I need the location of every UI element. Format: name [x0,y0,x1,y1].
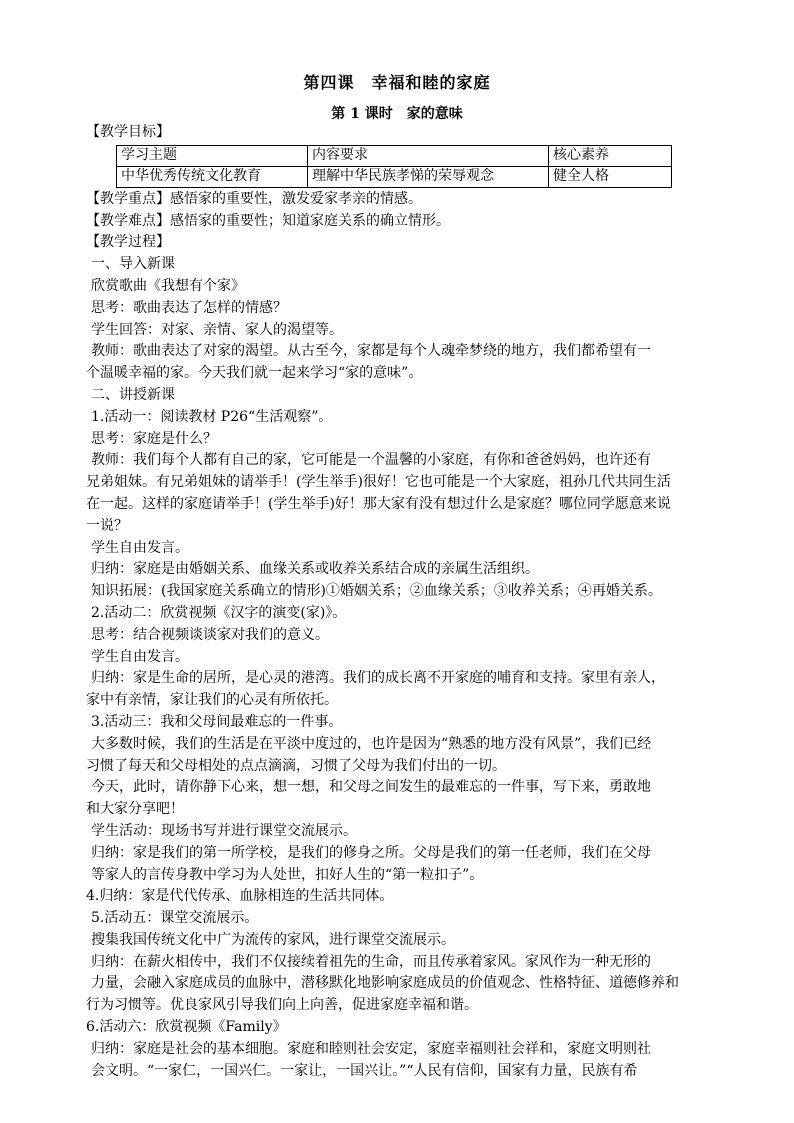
text-line: 等家人的言传身教中学习为人处世，扣好人生的“第一粒扣子”。 [91,866,484,883]
text-line: 思考：家庭是什么？ [91,430,217,447]
goals-table [116,145,672,188]
text-line: 力量，会融入家庭成员的血脉中，潜移默化地影响家庭成员的价值观念、性格特征、道德修养和 [91,975,679,992]
text-line: 一说？ [86,517,128,534]
table-header-cell: 内容要求 [308,145,549,166]
text-line: 学生自由发言。 [91,648,189,665]
text-line: 归纳：在薪火相传中，我们不仅接续着祖先的生命，而且传承着家风。家风作为一种无形的 [91,953,651,970]
text-line: 思考：结合视频谈谈家对我们的意义。 [91,626,329,643]
lesson-subtitle: 第 1 课时 家的意味 [331,106,463,122]
text-line: 兄弟姐妹。有兄弟姐妹的请举手！(学生举手)很好！它也可能是一个大家庭，祖孙几代共同生活 [86,474,671,491]
table-cell: 中华优秀传统文化教育 [117,166,308,187]
table-header-cell: 学习主题 [117,145,308,166]
text-line: 教师：歌曲表达了对家的渴望。从古至今，家都是每个人魂牵梦绕的地方，我们都希望有一 [91,343,651,360]
text-line: 家中有亲情，家让我们的心灵有所依托。 [86,692,338,709]
text-line: 思考：歌曲表达了怎样的情感？ [91,299,287,316]
goals-table-row [117,166,672,187]
text-line: 欣赏歌曲《我想有个家》 [91,277,245,294]
content-lines [86,254,736,1082]
text-line: 1.活动一：阅读教材 P26“生活观察”。 [91,408,333,425]
text-line: 学生活动：现场书写并进行课堂交流展示。 [91,822,357,839]
text-line: 知识拓展：(我国家庭关系确立的情形)①婚姻关系；②血缘关系；③收养关系；④再婚关系。 [91,583,662,600]
key-point: 【教学重点】感悟家的重要性，激发爱家孝亲的情感。 [86,190,422,207]
text-line: 大多数时候，我们的生活是在平淡中度过的，也许是因为“熟悉的地方没有风景”，我们已经 [91,735,652,752]
section-heading-process: 【教学过程】 [86,234,170,251]
text-line: 3.活动三：我和父母间最难忘的一件事。 [91,713,343,730]
text-line: 行为习惯等。优良家风引导我们向上向善，促进家庭幸福和谐。 [86,997,478,1014]
text-line: 个温暖幸福的家。今天我们就一起来学习“家的意味”。 [86,365,423,382]
text-line: 学生回答：对家、亲情、家人的渴望等。 [91,321,343,338]
text-line: 一、导入新课 [91,256,175,273]
table-cell: 健全人格 [549,166,672,187]
text-line: 归纳：家庭是社会的基本细胞。家庭和睦则社会安定，家庭幸福则社会祥和，家庭文明则社 [91,1040,651,1057]
text-line: 归纳：家是生命的居所，是心灵的港湾。我们的成长离不开家庭的哺育和支持。家里有亲人， [91,670,665,687]
section-heading-goals: 【教学目标】 [86,124,170,140]
table-header-cell: 核心素养 [549,145,672,166]
text-line: 5.活动五：课堂交流展示。 [91,910,259,927]
goals-table-header-row [117,145,672,166]
text-line: 今天，此时，请你静下心来，想一想，和父母之间发生的最难忘的一件事，写下来，勇敢地 [91,779,651,796]
text-line: 和大家分享吧！ [86,801,184,818]
text-line: 归纳：家是我们的第一所学校，是我们的修身之所。父母是我们的第一任老师，我们在父母 [91,844,651,861]
text-line: 2.活动二：欣赏视频《汉字的演变(家)》。 [91,604,347,621]
table-cell: 理解中华民族孝悌的荣辱观念 [308,166,549,187]
text-line: 6.活动六：欣赏视频《Family》 [86,1019,287,1036]
lesson-title: 第四课 幸福和睦的家庭 [303,73,491,92]
text-line: 教师：我们每个人都有自己的家，它可能是一个温馨的小家庭，有你和爸爸妈妈，也许还有 [91,452,651,469]
text-line: 搜集我国传统文化中广为流传的家风，进行课堂交流展示。 [91,931,455,948]
text-line: 习惯了每天和父母相处的点点滴滴，习惯了父母为我们付出的一切。 [86,757,506,774]
document-body [86,122,736,1082]
text-line: 二、讲授新课 [91,386,175,403]
text-line: 会文明。“一家仁，一国兴仁。一家让，一国兴让。”“人民有信仰，国家有力量，民族有希 [91,1062,638,1079]
text-line: 归纳：家庭是由婚姻关系、血缘关系或收养关系结合成的亲属生活组织。 [91,561,539,578]
text-line: 学生自由发言。 [91,539,189,556]
text-line: 在一起。这样的家庭请举手！(学生举手)好！那大家有没有想过什么是家庭？哪位同学愿意来说 [86,495,671,512]
difficulty: 【教学难点】感悟家的重要性；知道家庭关系的确立情形。 [86,212,450,229]
text-line: 4.归纳：家是代代传承、血脉相连的生活共同体。 [86,888,394,905]
